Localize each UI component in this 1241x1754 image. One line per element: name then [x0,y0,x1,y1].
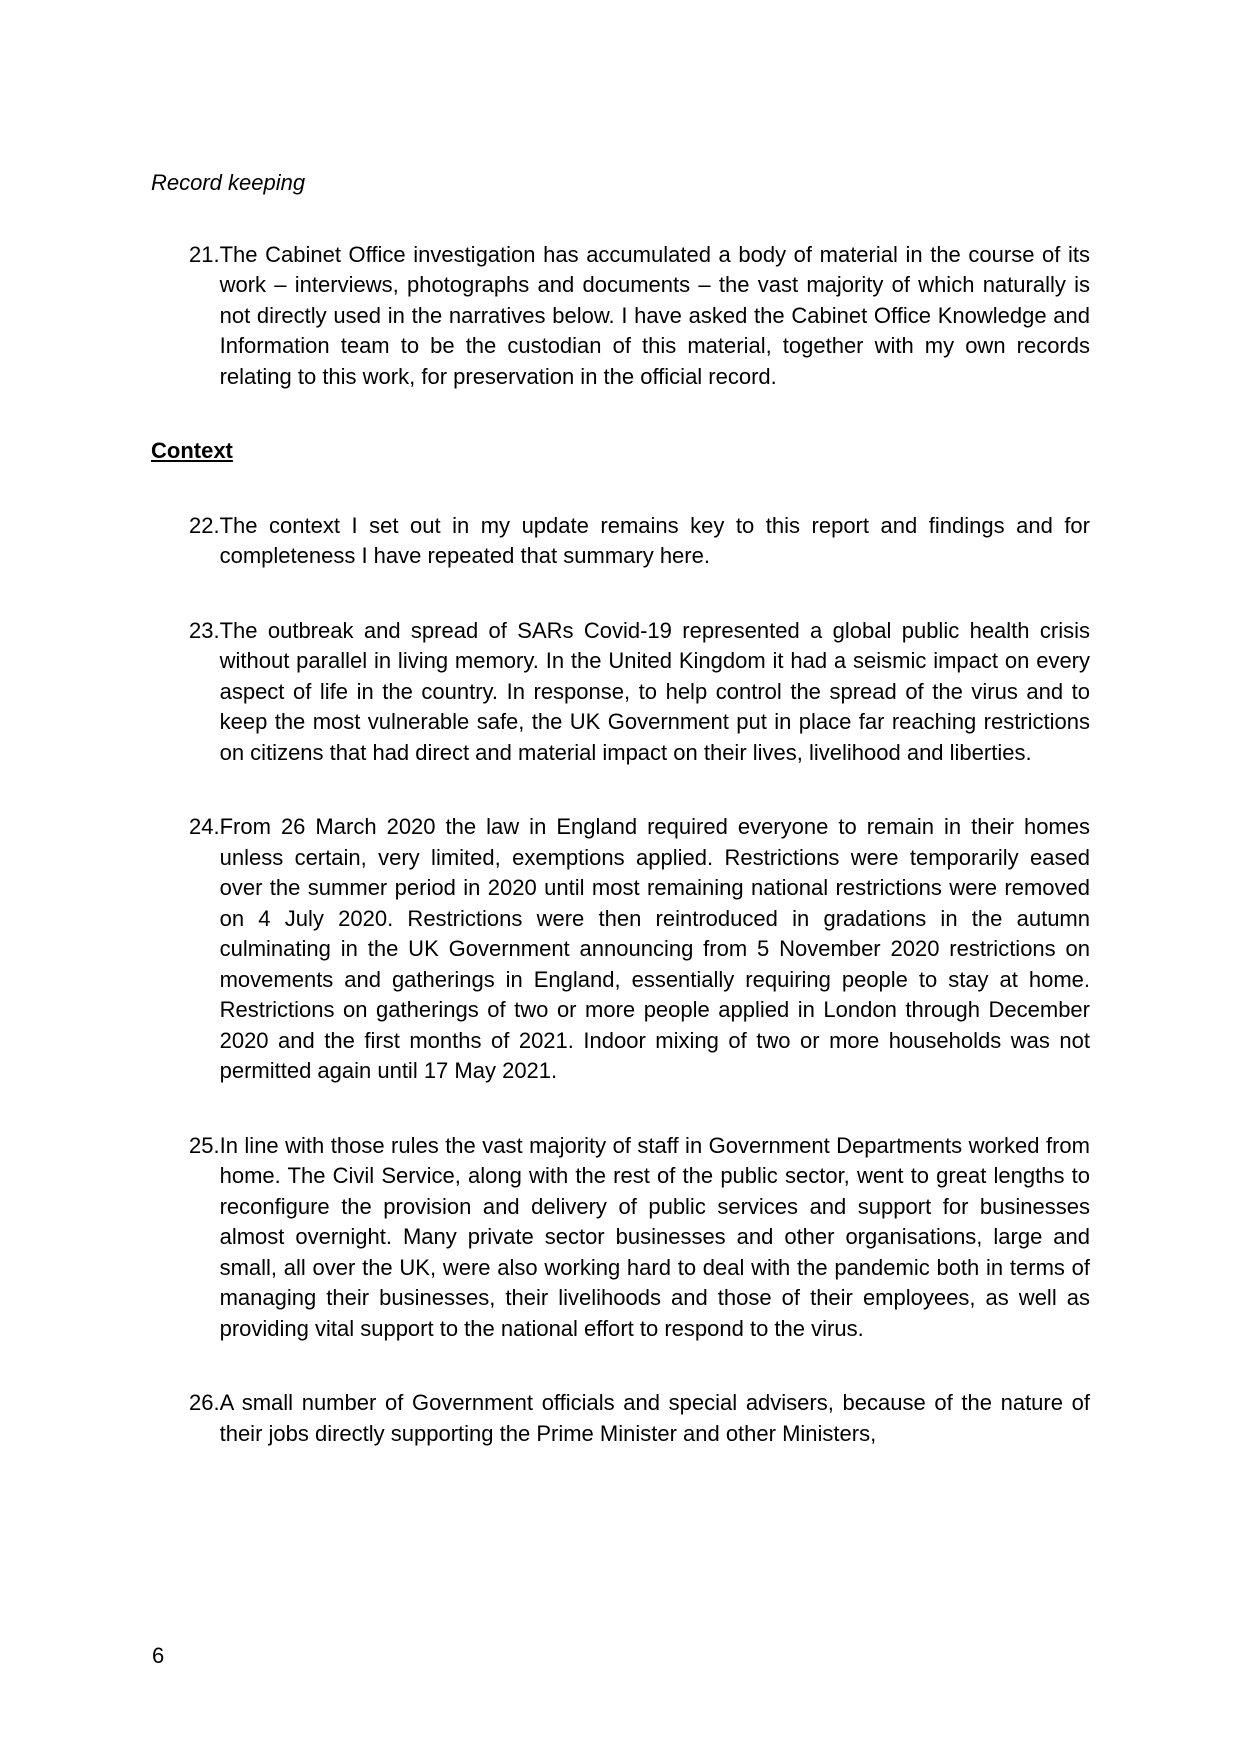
section-heading-record-keeping: Record keeping [151,170,306,195]
paragraph-number: 23. [189,617,220,643]
paragraph-number: 21. [189,241,220,267]
section-heading-context: Context [151,438,233,463]
page-number: 6 [152,1643,165,1668]
paragraph-text: A small number of Government officials and special advisers, because of the nature of their jobs directly supporting the Prime Minister and other Ministers, [219,1390,1090,1446]
paragraph-number: 26. [189,1390,220,1415]
paragraph-number: 24. [189,814,220,839]
paragraph-24 [151,812,1090,1087]
paragraph-text: In line with those rules the vast majority of staff in Government Departments worked from home. The Civil Service, along with the rest of the public sector, went to great lengths to reconfigure the provision and delivery of public services and support for businesses almost overnight. Many private sector businesses and other organisations, large and small, all over the UK, were also working hard to deal with the pandemic both in terms of managing their businesses, their livelihoods and those of their employees, as well as providing vital support to the national effort to respond to the virus. [219,1132,1090,1341]
paragraph-25 [151,1131,1090,1345]
paragraph-text: From 26 March 2020 the law in England required everyone to remain in their homes unless certain, very limited, exemptions applied. Restrictions were temporarily eased over the summer period in 2020 until most remaining national restrictions were removed on 4 July 2020. Restrictions were then reintroduced in gradations in the autumn culminating in the UK Government announcing from 5 November 2020 restrictions on movements and gatherings in England, essentially requiring people to stay at home. Restrictions on gatherings of two or more people applied in London through December 2020 and the first months of 2021. Indoor mixing of two or more households was not permitted again until 17 May 2021. [219,814,1090,1083]
paragraph-26 [151,1388,1090,1449]
paragraph-number: 25. [189,1132,220,1158]
paragraph-text: The context I set out in my update remains key to this report and findings and for completeness I have repeated that summary here. [219,512,1090,568]
paragraph-text: The outbreak and spread of SARs Covid-19 represented a global public health crisis without parallel in living memory. In the United Kingdom it had a seismic impact on every aspect of life in the country. In response, to help control the spread of the virus and to keep the most vulnerable safe, the UK Government put in place far reaching restrictions on citizens that had direct and material impact on their lives, livelihood and liberties. [219,617,1090,765]
paragraph-number: 22. [189,512,220,538]
paragraph-21 [151,240,1090,393]
paragraph-22 [151,511,1090,572]
paragraph-23 [151,616,1090,769]
paragraph-text: The Cabinet Office investigation has accumulated a body of material in the course of its work – interviews, photographs and documents – the vast majority of which naturally is not directly used in the narratives below. I have asked the Cabinet Office Knowledge and Information team to be the custodian of this material, together with my own records relating to this work, for preservation in the official record. [219,241,1090,389]
